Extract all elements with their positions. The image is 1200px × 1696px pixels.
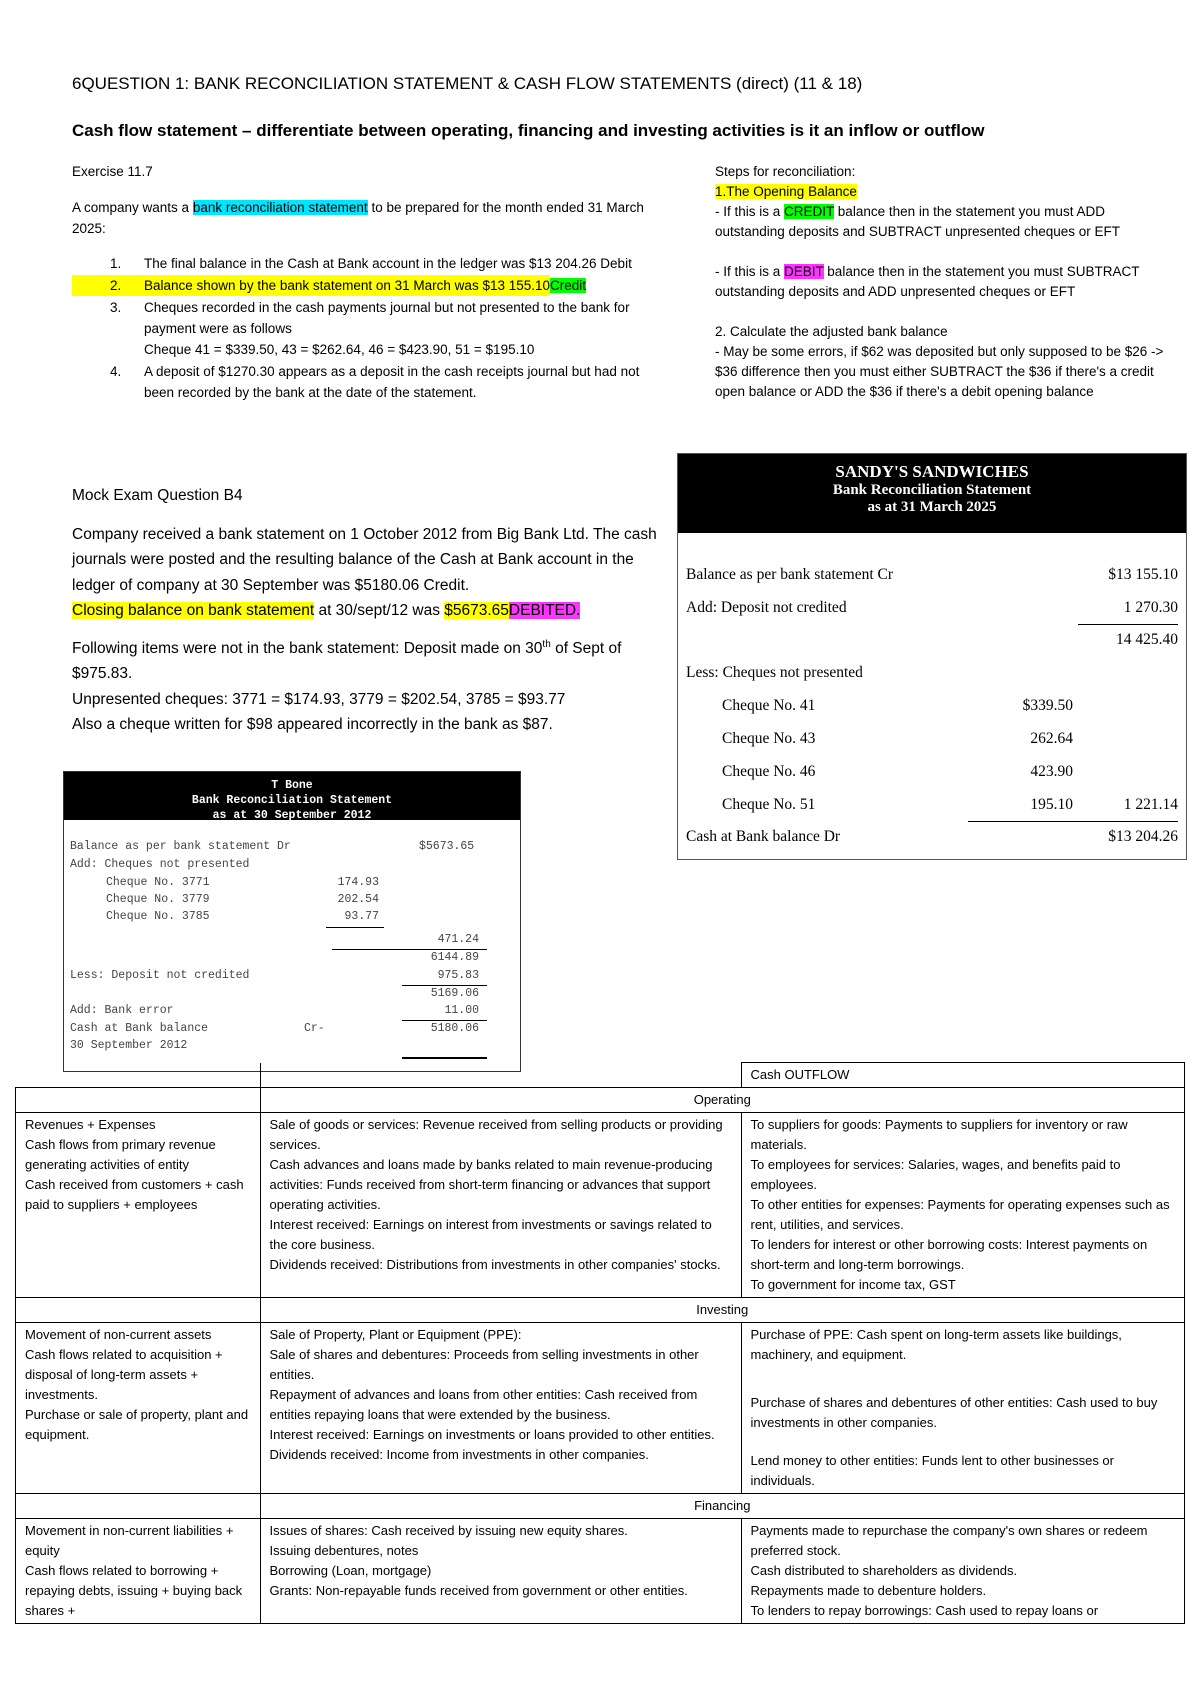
page-subtitle: Cash flow statement – differentiate between operating, financing and investing activities is it an inflow or outflow <box>72 121 985 140</box>
tbone-cheque-value: 202.54 <box>337 893 379 906</box>
table-row <box>16 1298 1185 1323</box>
tbone-cheque-label: Cheque No. 3785 <box>106 910 210 923</box>
tbone-final-label: Cash at Bank balance <box>70 1022 209 1035</box>
tbone-final-value: 5180.06 <box>430 1022 479 1035</box>
exercise-section <box>72 161 672 404</box>
sandy-subtotal-row: 14 425.40 <box>1116 631 1178 648</box>
debit-rule: - If this is a DEBIT balance then in the statement you must SUBTRACT outstanding deposits and ADD unpresented cheques or EFT <box>715 264 1140 299</box>
table-row <box>16 1063 1185 1088</box>
tbone-less-label: Less: Deposit not credited <box>70 969 250 982</box>
tbone-cheque-label: Cheque No. 3771 <box>106 876 210 889</box>
tbone-balance: $5673.65 <box>419 840 475 853</box>
tbone-cheque-value: 174.93 <box>337 876 379 889</box>
exercise-heading: Exercise 11.7 <box>72 164 153 179</box>
list-item: 3. Cheques recorded in the cash payments journal but not presented to the bank for payment were as follows Cheque 41 = $339.50, 43 = $262.64, 46 = $423.90, 51 = $195.10 <box>110 300 630 357</box>
step2-text: - May be some errors, if $62 was deposited but only supposed to be $26 -> $36 difference then you must either SUBTRACT the $36 if there's a credit open balance or ADD the $36 if there's a debit opening balance <box>715 344 1164 399</box>
sandy-date: as at 31 March 2025 <box>867 499 997 515</box>
mock-section <box>72 483 672 738</box>
tbone-final-date: 30 September 2012 <box>70 1039 188 1052</box>
section-financing: Financing <box>260 1494 1185 1519</box>
intro-text: A company wants a <box>72 200 193 215</box>
sandy-cheque-row: Cheque No. 43 262.64 <box>722 730 1073 747</box>
table-row: Revenues + Expenses Cash flows from primary revenue generating activities of entity Cash received from customers + cash paid to suppliers + employees Sale of goods or services: Revenue received from selling products or providing services. Cash advances and loans made by banks related to main revenue-producing activities: Funds received from short-term financing or advances that support operating activities. Interest received: Earnings on interest from investments or savings related to the core business. Dividends received: Distributions from investments in other companies' stocks. To suppliers for goods: Payments to suppliers for inventory or raw materials. To employees for services: Salaries, wages, and benefits paid to employees. To other entities for expenses: Payments for operating expenses such as rent, utilities, and services. To lenders for interest or other borrowing costs: Interest payments on short-term and long-term borrowings. To government for income tax, GST <box>16 1113 1185 1298</box>
section-investing: Investing <box>260 1298 1185 1323</box>
steps-heading: Steps for reconciliation: <box>715 164 856 179</box>
list-item: 1. The final balance in the Cash at Bank account in the ledger was $13 204.26 Debit <box>110 256 632 271</box>
sandy-less-row: Less: Cheques not presented <box>686 664 863 681</box>
mock-para1: Company received a bank statement on 1 October 2012 from Big Bank Ltd. The cash journals were posted and the resulting balance of the Cash at Bank account in the ledger of company at 30 September was $5180.06 Credit. <box>72 525 657 594</box>
exercise-list <box>72 253 672 403</box>
sandy-cheque-row: Cheque No. 51 195.10 1 221.14 <box>722 796 1178 813</box>
credit-rule: - If this is a CREDIT balance then in the statement you must ADD outstanding deposits and SUBTRACT unpresented cheques or EFT <box>715 204 1120 239</box>
list-item: 2. Balance shown by the bank statement on 31 March was $13 155.10Credit <box>72 275 672 296</box>
sandy-balance-row: Balance as per bank statement Cr $13 155.10 <box>686 566 1178 583</box>
list-item: 4. A deposit of $1270.30 appears as a deposit in the cash receipts journal but had not been recorded by the bank at the date of the statement. <box>110 364 640 400</box>
sandy-add-row: Add: Deposit not credited 1 270.30 <box>686 599 1178 616</box>
credit-tag: Credit <box>550 278 587 293</box>
sandy-title: Bank Reconciliation Statement <box>832 482 1032 498</box>
exercise-intro <box>72 197 672 239</box>
tbone-less-value: 975.83 <box>437 969 479 982</box>
sandy-name: SANDY'S SANDWICHES <box>835 462 1029 481</box>
step1-label: 1.The Opening Balance <box>715 184 857 199</box>
mock-closing: Closing balance on bank statement at 30/sept/12 was $5673.65DEBITED. <box>72 602 581 619</box>
table-row <box>16 1088 1185 1113</box>
page-title: 6QUESTION 1: BANK RECONCILIATION STATEMENT & CASH FLOW STATEMENTS (direct) (11 & 18) <box>72 74 863 93</box>
section-operating: Operating <box>260 1088 1185 1113</box>
tbone-cheque-value: 93.77 <box>344 910 379 923</box>
tbone-name: T Bone <box>271 779 313 792</box>
tbone-subtotal: 6144.89 <box>430 951 479 964</box>
tbone-final-tag: Cr- <box>304 1022 325 1035</box>
sandy-cheque-row: Cheque No. 41 $339.50 <box>722 697 1073 714</box>
tbone-cheque-label: Cheque No. 3779 <box>106 893 210 906</box>
intro-highlight: bank reconciliation statement <box>192 200 368 215</box>
tbone-balance-label: Balance as per bank statement Dr <box>70 840 291 853</box>
sandy-final-row: Cash at Bank balance Dr $13 204.26 <box>686 828 1178 845</box>
mock-para4: Also a cheque written for $98 appeared incorrectly in the bank as $87. <box>72 716 553 734</box>
tbone-error-value: 11.00 <box>444 1004 479 1017</box>
tbone-subtotal2: 5169.06 <box>430 987 479 1000</box>
tbone-cheques-total: 471.24 <box>437 933 479 946</box>
mock-heading: Mock Exam Question B4 <box>72 487 243 504</box>
tbone-title: Bank Reconciliation Statement <box>191 794 393 807</box>
sandy-header <box>678 454 1186 533</box>
tbone-error-label: Add: Bank error <box>70 1004 174 1017</box>
tbone-header <box>64 772 520 820</box>
intro-text-end: to be prepared for the month ended 31 March 2025: <box>72 200 644 236</box>
outflow-header: Cash OUTFLOW <box>741 1063 1185 1088</box>
table-row: Movement in non-current liabilities + equity Cash flows related to borrowing + repaying debts, issuing + buying back shares + Issues of shares: Cash received by issuing new equity shares. Issuing debentures, notes Borrowing (Loan, mortgage) Grants: Non-repayable funds received from government or other entities. Payments made to repurchase the company's own shares or redeem preferred stock. Cash distributed to shareholders as dividends. Repayments made to debenture holders. To lenders to repay borrowings: Cash used to repay loans or <box>16 1519 1185 1624</box>
tbone-date: as at 30 September 2012 <box>212 809 372 822</box>
tbone-statement <box>63 771 521 1072</box>
sandy-cheque-row: Cheque No. 46 423.90 <box>722 763 1073 780</box>
steps-section <box>715 162 1177 402</box>
mock-para3: Unpresented cheques: 3771 = $174.93, 3779 = $202.54, 3785 = $93.77 <box>72 690 566 708</box>
tbone-add-label: Add: Cheques not presented <box>70 858 250 871</box>
table-row <box>16 1494 1185 1519</box>
cashflow-table <box>15 1062 1185 1624</box>
step2-label: 2. Calculate the adjusted bank balance <box>715 324 948 339</box>
sandy-statement <box>677 453 1187 860</box>
table-row: Movement of non-current assets Cash flows related to acquisition + disposal of long-term assets + investments. Purchase or sale of property, plant and equipment. Sale of Property, Plant or Equipment (PPE): Sale of shares and debentures: Proceeds from selling investments in other entities. Repayment of advances and loans from other entities: Cash received from entities repaying loans that were extended by the business. Interest received: Earnings on investments or loans provided to other entities. Dividends received: Income from investments in other companies. Purchase of PPE: Cash spent on long-term assets like buildings, machinery, and equipment. Purchase of shares and debentures of other entities: Cash used to buy investments in other companies. Lend money to other entities: Funds lent to other businesses or individuals. <box>16 1323 1185 1494</box>
mock-para2: Following items were not in the bank statement: Deposit made on 30th of Sept of $975.83. <box>72 638 622 683</box>
